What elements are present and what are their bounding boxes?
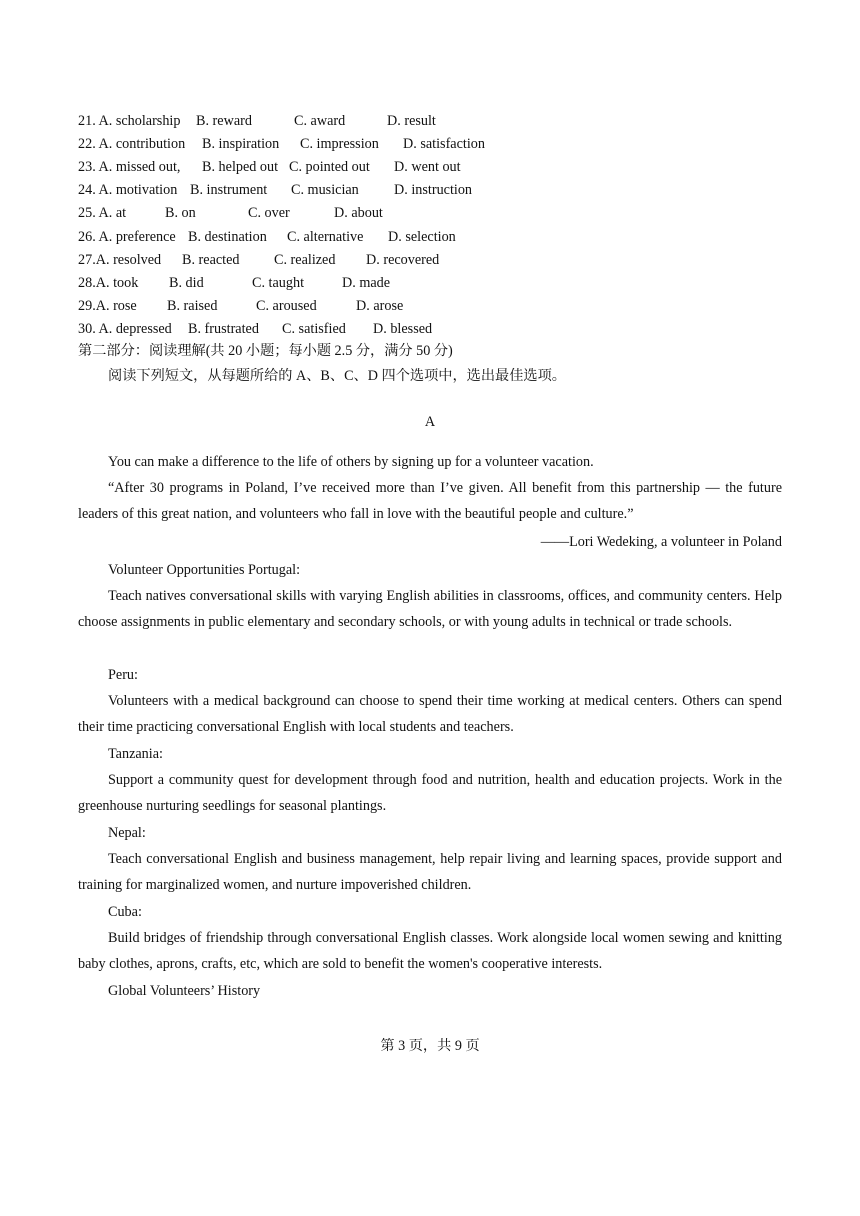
option-c: C. over <box>248 205 290 221</box>
option-d: D. result <box>387 113 436 129</box>
history-heading: Global Volunteers’ History <box>108 983 261 999</box>
option-b: B. instrument <box>190 182 268 198</box>
option-c: C. alternative <box>287 229 364 245</box>
option-a: 22. A. contribution <box>78 136 186 152</box>
option-d: D. about <box>334 205 383 221</box>
option-d: D. selection <box>388 229 456 245</box>
option-b: B. reward <box>196 113 252 129</box>
quote-text: “After 30 programs in Poland, I’ve received more than I’ve given. All benefit from this partnership — the future leaders of this great nation, and volunteers who fall in love with the beautiful people and culture.” <box>78 480 782 522</box>
option-a: 28.A. took <box>78 275 139 291</box>
portugal-heading: Volunteer Opportunities Portugal: <box>108 562 301 578</box>
option-a: 29.A. rose <box>78 298 137 314</box>
option-d: D. made <box>342 275 391 291</box>
section-title: 第二部分：阅读理解(共 20 小题；每小题 2.5 分，满分 50 分) <box>78 343 453 359</box>
option-b: B. destination <box>188 229 267 245</box>
tanzania-text: Support a community quest for development through food and nutrition, health and education projects. Work in the greenhouse nurturing seedlings for seasonal plantings. <box>78 772 782 814</box>
option-a: 24. A. motivation <box>78 182 178 198</box>
peru-heading: Peru: <box>108 667 138 683</box>
option-d: D. satisfaction <box>403 136 485 152</box>
option-c: C. award <box>294 113 346 129</box>
cuba-text: Build bridges of friendship through conversational English classes. Work alongside local women sewing and knitting baby clothes, aprons, crafts, etc, which are sold to benefit the women's cooperative interests. <box>78 930 782 972</box>
section-instruction: 阅读下列短文，从每题所给的 A、B、C、D 四个选项中，选出最佳选项。 <box>108 368 566 384</box>
option-b: B. helped out <box>202 159 279 175</box>
option-c: C. satisfied <box>282 321 346 337</box>
cuba-heading: Cuba: <box>108 904 142 920</box>
option-d: D. blessed <box>373 321 433 337</box>
passage-quote <box>78 475 782 527</box>
option-d: D. went out <box>394 159 461 175</box>
page-number: 第 3 页，共 9 页 <box>380 1038 480 1054</box>
option-c: C. aroused <box>256 298 317 314</box>
nepal-text: Teach conversational English and business management, help repair living and learning spaces, provide support and training for marginalized women, and nurture impoverished children. <box>78 851 782 893</box>
portugal-text: Teach natives conversational skills with varying English abilities in classrooms, offices, and community centers. Help choose assignments in public elementary and secondary schools, or with young adults in technical or trade schools. <box>78 588 782 630</box>
option-a: 23. A. missed out, <box>78 159 181 175</box>
option-a: 27.A. resolved <box>78 252 162 268</box>
tanzania-heading: Tanzania: <box>108 746 163 762</box>
option-b: B. raised <box>167 298 218 314</box>
option-c: C. pointed out <box>289 159 370 175</box>
passage-intro: You can make a difference to the life of others by signing up for a volunteer vacation. <box>108 454 594 470</box>
nepal-heading: Nepal: <box>108 825 146 841</box>
option-b: B. on <box>165 205 196 221</box>
option-a: 30. A. depressed <box>78 321 172 337</box>
option-b: B. did <box>169 275 204 291</box>
option-b: B. reacted <box>182 252 240 268</box>
passage-label: A <box>424 414 436 430</box>
option-d: D. arose <box>356 298 404 314</box>
option-a: 25. A. at <box>78 205 127 221</box>
option-d: D. recovered <box>366 252 440 268</box>
option-c: C. taught <box>252 275 305 291</box>
option-a: 26. A. preference <box>78 229 176 245</box>
option-c: C. realized <box>274 252 336 268</box>
option-c: C. musician <box>291 182 359 198</box>
quote-attribution: ——Lori Wedeking, a volunteer in Poland <box>540 534 782 550</box>
option-c: C. impression <box>300 136 379 152</box>
option-b: B. inspiration <box>202 136 280 152</box>
option-b: B. frustrated <box>188 321 259 337</box>
option-a: 21. A. scholarship <box>78 113 181 129</box>
peru-text: Volunteers with a medical background can choose to spend their time working at medical centers. Others can spend their time practicing conversational English with local students and teachers. <box>78 693 782 735</box>
option-d: D. instruction <box>394 182 473 198</box>
